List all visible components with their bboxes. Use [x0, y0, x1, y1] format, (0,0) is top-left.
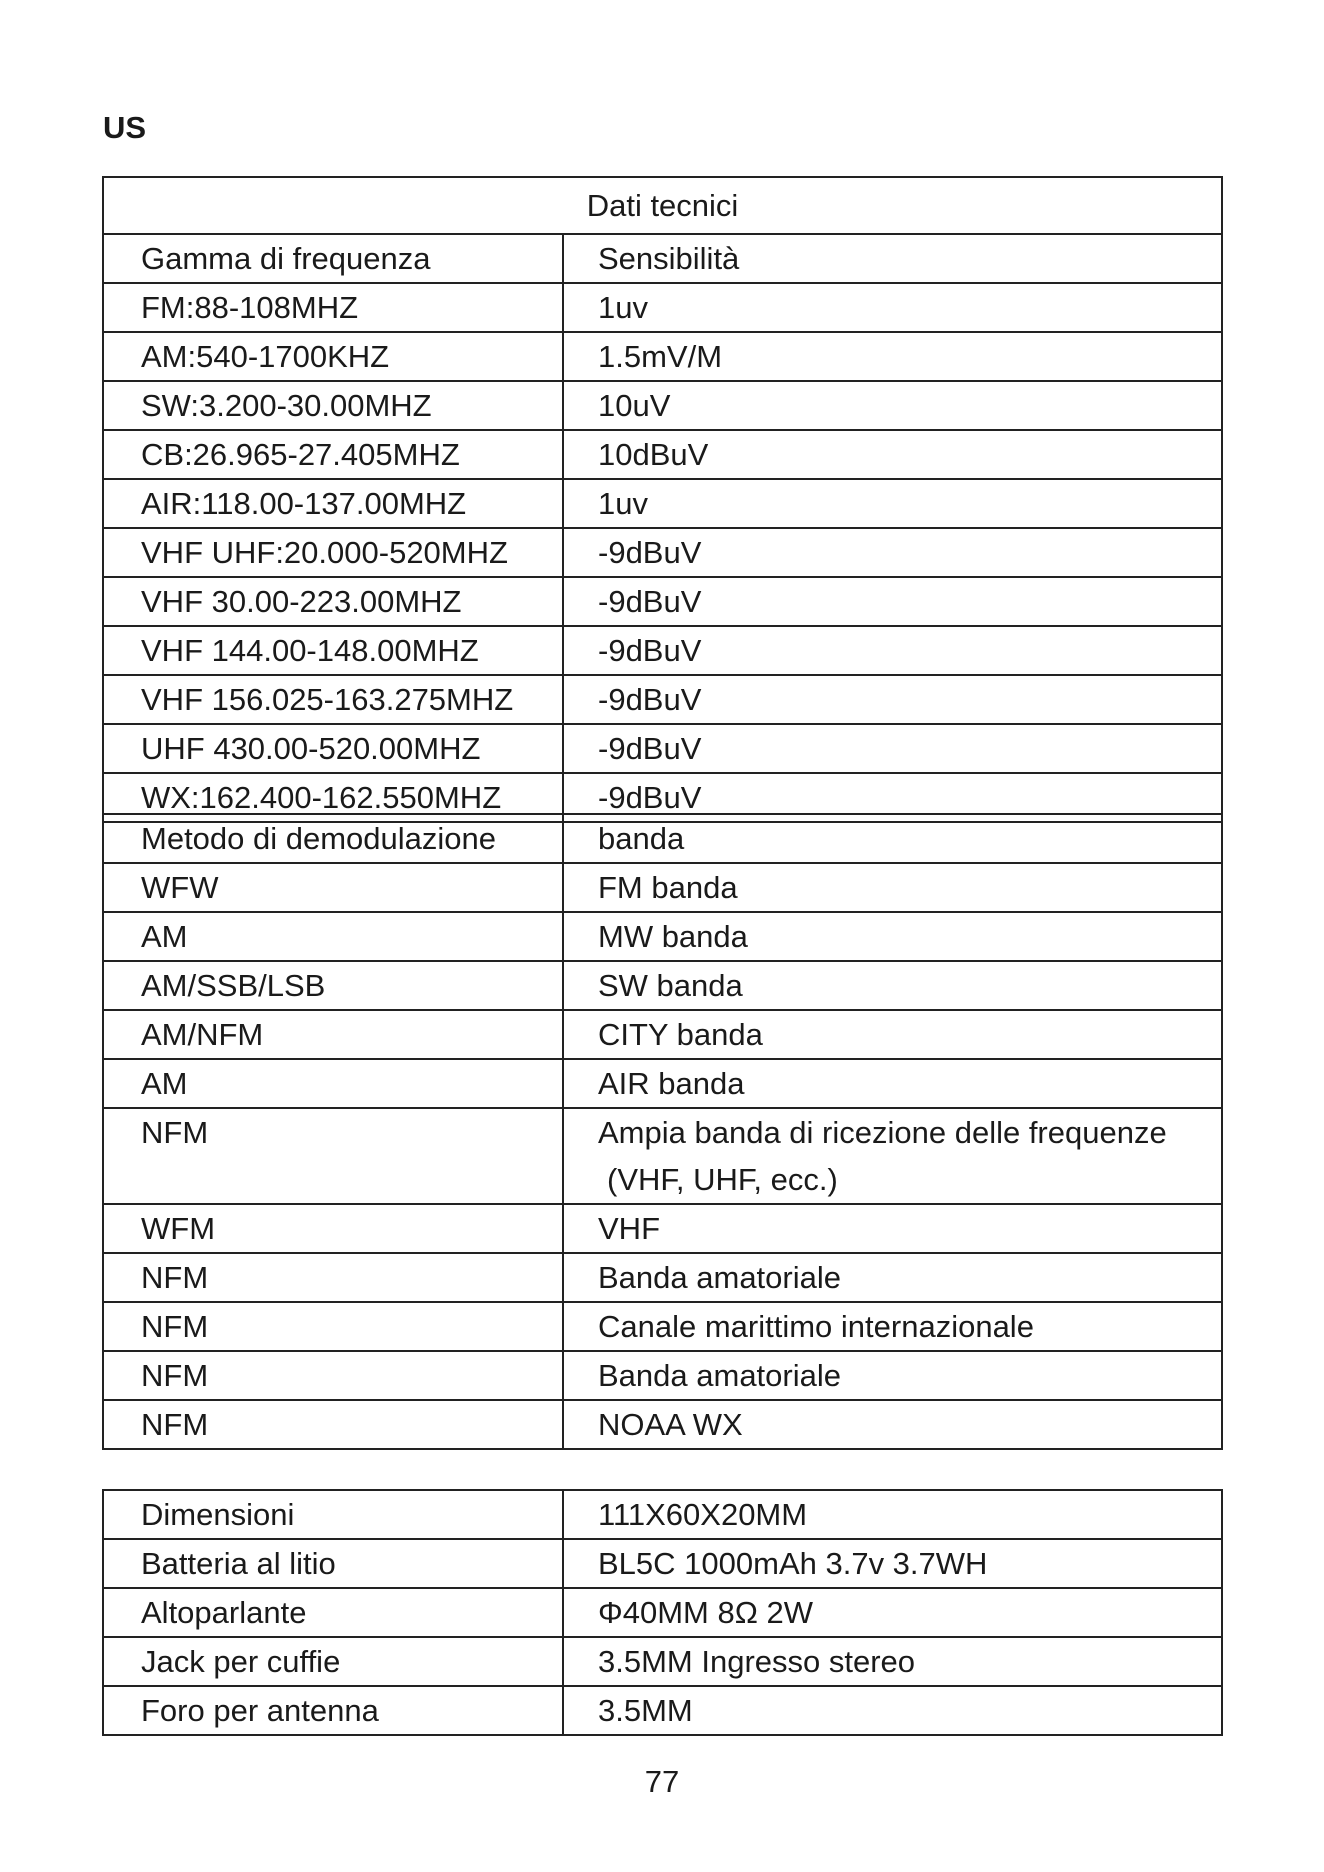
table-row [103, 961, 1222, 1010]
spec-value-cell: 3.5MM Ingresso stereo [563, 1637, 1222, 1686]
spec-value-cell: -9dBuV [563, 528, 1222, 577]
spec-value-cell: VHF [563, 1204, 1222, 1253]
spec-value-cell: -9dBuV [563, 675, 1222, 724]
spec-label-cell: AM/SSB/LSB [103, 961, 563, 1010]
spec-label-cell: VHF UHF:20.000-520MHZ [103, 528, 563, 577]
spec-value-cell: 1.5mV/M [563, 332, 1222, 381]
spec-label-cell: VHF 30.00-223.00MHZ [103, 577, 563, 626]
spec-label-cell: Foro per antenna [103, 1686, 563, 1735]
spec-label-cell: AM [103, 1059, 563, 1108]
spec-label-cell: WX:162.400-162.550MHZ [103, 773, 563, 822]
column-header-band: banda [563, 814, 1222, 863]
table-row [103, 1588, 1222, 1637]
spec-value-cell: SW banda [563, 961, 1222, 1010]
table-row [103, 283, 1222, 332]
spec-label-cell: Dimensioni [103, 1490, 563, 1539]
spec-label-cell: WFW [103, 863, 563, 912]
physical-specs-table [102, 1489, 1223, 1736]
spec-label-cell: AM [103, 912, 563, 961]
spec-label-cell: Batteria al litio [103, 1539, 563, 1588]
table-header-row [103, 814, 1222, 863]
spec-value-cell: FM banda [563, 863, 1222, 912]
spec-label-cell: SW:3.200-30.00MHZ [103, 381, 563, 430]
spec-label-cell: CB:26.965-27.405MHZ [103, 430, 563, 479]
spec-label-cell: AM/NFM [103, 1010, 563, 1059]
spec-label-cell: NFM [103, 1302, 563, 1351]
spec-value-cell: 1uv [563, 283, 1222, 332]
spec-value-cell: Banda amatoriale [563, 1351, 1222, 1400]
table-row [103, 1539, 1222, 1588]
cell-text-line-2: (VHF, UHF, ecc.) [607, 1162, 838, 1197]
spec-label-cell: NFM [103, 1351, 563, 1400]
spec-value-cell: MW banda [563, 912, 1222, 961]
spec-label-cell: NFM [103, 1253, 563, 1302]
table-title-row [103, 177, 1222, 234]
spec-label-cell [103, 1108, 563, 1204]
column-header-sensitivity: Sensibilità [563, 234, 1222, 283]
table-row [103, 1400, 1222, 1449]
table-row [103, 1686, 1222, 1735]
spec-label-cell: FM:88-108MHZ [103, 283, 563, 332]
spec-label-cell: AM:540-1700KHZ [103, 332, 563, 381]
table-title: Dati tecnici [103, 177, 1222, 234]
spec-label-cell: VHF 144.00-148.00MHZ [103, 626, 563, 675]
column-header-demodulation-method: Metodo di demodulazione [103, 814, 563, 863]
spec-value-cell: 10dBuV [563, 430, 1222, 479]
spec-value-cell: -9dBuV [563, 724, 1222, 773]
spec-value-cell: Banda amatoriale [563, 1253, 1222, 1302]
table-row [103, 1059, 1222, 1108]
table-row [103, 1637, 1222, 1686]
table-row [103, 675, 1222, 724]
spec-label-cell: AIR:118.00-137.00MHZ [103, 479, 563, 528]
table-row [103, 912, 1222, 961]
spec-value-cell: 3.5MM [563, 1686, 1222, 1735]
spec-label-cell: Altoparlante [103, 1588, 563, 1637]
table-row [103, 528, 1222, 577]
table-row [103, 479, 1222, 528]
spec-value-cell: -9dBuV [563, 626, 1222, 675]
table-row [103, 863, 1222, 912]
table-row [103, 1302, 1222, 1351]
language-tag: US [103, 110, 147, 145]
spec-label-cell: NFM [103, 1400, 563, 1449]
spec-label-cell: VHF 156.025-163.275MHZ [103, 675, 563, 724]
column-header-frequency-range: Gamma di frequenza [103, 234, 563, 283]
table-row [103, 332, 1222, 381]
table-row [103, 430, 1222, 479]
table-row [103, 1253, 1222, 1302]
cell-text: NFM [141, 1115, 209, 1150]
spec-label-cell: UHF 430.00-520.00MHZ [103, 724, 563, 773]
spec-value-cell: 10uV [563, 381, 1222, 430]
table-row [103, 1204, 1222, 1253]
table-row [103, 577, 1222, 626]
page-number: 77 [644, 1764, 680, 1799]
table-row [103, 724, 1222, 773]
cell-text-line-1: Ampia banda di ricezione delle frequenze [598, 1115, 1167, 1150]
spec-value-cell: Canale marittimo internazionale [563, 1302, 1222, 1351]
table-row [103, 1108, 1222, 1204]
technical-data-table [102, 176, 1223, 823]
spec-value-cell: -9dBuV [563, 577, 1222, 626]
demodulation-table [102, 813, 1223, 1450]
table-row [103, 1490, 1222, 1539]
table-row [103, 381, 1222, 430]
spec-value-cell: 111X60X20MM [563, 1490, 1222, 1539]
spec-value-cell: CITY banda [563, 1010, 1222, 1059]
spec-value-cell: Φ40MM 8Ω 2W [563, 1588, 1222, 1637]
spec-label-cell: Jack per cuffie [103, 1637, 563, 1686]
spec-value-cell: BL5C 1000mAh 3.7v 3.7WH [563, 1539, 1222, 1588]
table-row [103, 1010, 1222, 1059]
spec-value-cell: -9dBuV [563, 773, 1222, 822]
table-row [103, 1351, 1222, 1400]
spec-value-cell: AIR banda [563, 1059, 1222, 1108]
spec-value-cell [563, 1108, 1222, 1204]
spec-value-cell: 1uv [563, 479, 1222, 528]
table-row [103, 626, 1222, 675]
spec-value-cell: NOAA WX [563, 1400, 1222, 1449]
spec-label-cell: WFM [103, 1204, 563, 1253]
table-header-row [103, 234, 1222, 283]
